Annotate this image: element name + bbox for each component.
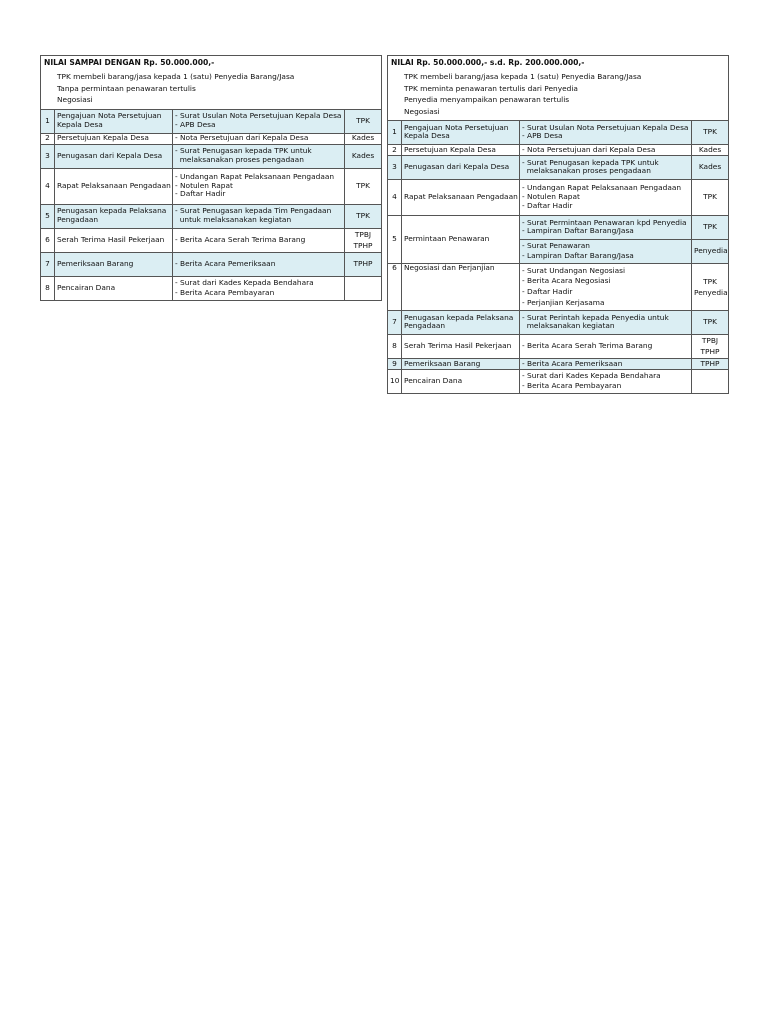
intro-line: TPK meminta penawaran tertulis dari Penyedia (404, 83, 578, 93)
document-item: - Berita Acara Serah Terima Barang (175, 234, 306, 244)
document-item: - Surat Penawaran (522, 241, 590, 251)
responsible-party: TPK (345, 204, 382, 228)
step-name: Pencairan Dana (55, 276, 173, 300)
table-row (41, 144, 382, 168)
step-name: Serah Terima Hasil Pekerjaan (402, 334, 520, 358)
responsible-party (345, 276, 382, 300)
responsible-party: TPHP (345, 252, 382, 276)
procurement-table-left (40, 55, 382, 301)
responsible-party: TPK Penyedia (692, 263, 729, 310)
step-number: 2 (388, 144, 402, 155)
document-item: - Berita Acara Pembayaran (175, 288, 275, 298)
documents-cell (520, 369, 692, 393)
intro-line: TPK membeli barang/jasa kepada 1 (satu) Penyedia Barang/Jasa (404, 72, 642, 82)
documents-cell (520, 120, 692, 144)
responsible-party: Kades (692, 144, 729, 155)
step-name: Pemeriksaan Barang (55, 252, 173, 276)
step-name: Pemeriksaan Barang (402, 358, 520, 369)
documents-cell (173, 168, 345, 204)
document-item: - Berita Acara Pemeriksaan (522, 358, 623, 368)
document-item: - Berita Acara Pemeriksaan (175, 258, 276, 268)
step-name: Serah Terima Hasil Pekerjaan (55, 228, 173, 252)
step-number: 4 (388, 179, 402, 215)
documents-cell (520, 215, 692, 239)
responsible-party (692, 369, 729, 393)
documents-cell (520, 334, 692, 358)
responsible-party: TPK (692, 310, 729, 334)
step-number: 3 (388, 155, 402, 179)
step-number: 6 (41, 228, 55, 252)
document-item: - Berita Acara Pembayaran (522, 381, 622, 391)
table-row (388, 263, 729, 310)
document-item: untuk melaksanakan kegiatan (175, 215, 292, 225)
step-number: 10 (388, 369, 402, 393)
document-item: - Surat Penugasan kepada TPK untuk (175, 146, 312, 156)
document-item: - Surat Perintah kepada Penyedia untuk (522, 312, 669, 322)
document-item: melaksanakan kegiatan (522, 321, 615, 331)
document-item: melaksanakan proses pengadaan (175, 155, 304, 165)
table-row (41, 252, 382, 276)
responsible-party: TPBJ TPHP (692, 334, 729, 358)
table-row (388, 334, 729, 358)
table-row (388, 215, 729, 239)
document-item: - Surat Usulan Nota Persetujuan Kepala Desa (175, 111, 342, 121)
step-number: 5 (41, 204, 55, 228)
responsible-party: TPK (692, 179, 729, 215)
documents-cell (520, 144, 692, 155)
table-row (388, 144, 729, 155)
document-item: - Berita Acara Negosiasi (522, 276, 611, 286)
document-item: - Daftar Hadir (522, 286, 573, 296)
document-item: - Surat Usulan Nota Persetujuan Kepala Desa (522, 122, 689, 132)
step-number: 1 (388, 120, 402, 144)
documents-cell (520, 358, 692, 369)
document-item: - Surat dari Kades Kepada Bendahara (175, 277, 314, 287)
step-number: 5 (388, 215, 402, 263)
intro-line: Penyedia menyampaikan penawaran tertulis (404, 95, 570, 105)
document-item: - Surat Permintaan Penawaran kpd Penyedia (522, 217, 687, 227)
document-item: - Daftar Hadir (175, 189, 226, 199)
document-item: - APB Desa (522, 131, 563, 141)
responsible-party: TPK (692, 120, 729, 144)
table-row (41, 133, 382, 144)
step-name: Rapat Pelaksanaan Pengadaan (402, 179, 520, 215)
table-row (388, 310, 729, 334)
table-header (41, 56, 382, 110)
table-header (388, 56, 729, 121)
document-item: - Notulen Rapat (522, 192, 580, 202)
document-item: - Daftar Hadir (522, 200, 573, 210)
responsible-party: Penyedia (692, 239, 729, 263)
intro-line: Tanpa permintaan penawaran tertulis (57, 83, 196, 93)
table-row (388, 179, 729, 215)
document-item: - Nota Persetujuan dari Kepala Desa (175, 133, 309, 143)
intro-line: Negosiasi (57, 95, 93, 105)
documents-cell (173, 133, 345, 144)
responsible-party: TPK (345, 109, 382, 133)
documents-cell (520, 239, 692, 263)
step-name: Pengajuan Nota Persetujuan Kepala Desa (402, 120, 520, 144)
step-number: 8 (388, 334, 402, 358)
step-name: Negosiasi dan Perjanjian (402, 263, 520, 310)
step-number: 8 (41, 276, 55, 300)
document-item: - Nota Persetujuan dari Kepala Desa (522, 144, 656, 154)
step-name: Pencairan Dana (402, 369, 520, 393)
table-row (41, 228, 382, 252)
step-name: Penugasan dari Kepala Desa (402, 155, 520, 179)
responsible-party: TPK (692, 215, 729, 239)
document-item: - Lampiran Daftar Barang/Jasa (522, 226, 634, 236)
document-item: - Berita Acara Serah Terima Barang (522, 341, 653, 351)
table-row (388, 358, 729, 369)
document-item: - APB Desa (175, 120, 216, 130)
document-item: - Surat Undangan Negosiasi (522, 265, 626, 275)
step-name: Persetujuan Kepala Desa (402, 144, 520, 155)
table-row (41, 109, 382, 133)
step-number: 7 (388, 310, 402, 334)
documents-cell (520, 155, 692, 179)
responsible-party: TPBJ TPHP (345, 228, 382, 252)
responsible-party: TPK (345, 168, 382, 204)
step-number: 2 (41, 133, 55, 144)
document-item: - Undangan Rapat Pelaksanaan Pengadaan (522, 183, 682, 193)
document-item: - Surat Penugasan kepada Tim Pengadaan (175, 206, 332, 216)
documents-cell (520, 179, 692, 215)
step-name: Permintaan Penawaran (402, 215, 520, 263)
step-name: Persetujuan Kepala Desa (55, 133, 173, 144)
step-name: Penugasan kepada Pelaksana Pengadaan (402, 310, 520, 334)
table-row (388, 155, 729, 179)
document-item: - Surat Penugasan kepada TPK untuk (522, 157, 659, 167)
step-number: 7 (41, 252, 55, 276)
responsible-party: TPHP (692, 358, 729, 369)
documents-cell (173, 276, 345, 300)
documents-cell (173, 144, 345, 168)
documents-cell (173, 252, 345, 276)
step-name: Penugasan dari Kepala Desa (55, 144, 173, 168)
table-row (41, 276, 382, 300)
responsible-party: Kades (345, 133, 382, 144)
step-number: 1 (41, 109, 55, 133)
documents-cell (173, 109, 345, 133)
documents-cell (520, 263, 692, 310)
table-row (388, 120, 729, 144)
step-number: 9 (388, 358, 402, 369)
step-name: Rapat Pelaksanaan Pengadaan (55, 168, 173, 204)
document-item: - Undangan Rapat Pelaksanaan Pengadaan (175, 171, 335, 181)
document-item: - Lampiran Daftar Barang/Jasa (522, 251, 634, 261)
table-title: NILAI SAMPAI DENGAN Rp. 50.000.000,- (44, 58, 215, 67)
documents-cell (520, 310, 692, 334)
step-number: 3 (41, 144, 55, 168)
responsible-party: Kades (692, 155, 729, 179)
documents-cell (173, 228, 345, 252)
step-number: 4 (41, 168, 55, 204)
documents-cell (173, 204, 345, 228)
intro-line: TPK membeli barang/jasa kepada 1 (satu) Penyedia Barang/Jasa (57, 72, 295, 82)
document-item: - Surat dari Kades Kepada Bendahara (522, 371, 661, 381)
table-title: NILAI Rp. 50.000.000,- s.d. Rp. 200.000.000,- (391, 58, 585, 67)
responsible-party: Kades (345, 144, 382, 168)
procurement-table-right (387, 55, 729, 394)
step-number: 6 (388, 263, 402, 310)
table-row (41, 168, 382, 204)
step-name: Pengajuan Nota Persetujuan Kepala Desa (55, 109, 173, 133)
document-item: melaksanakan proses pengadaan (522, 166, 651, 176)
step-name: Penugasan kepada Pelaksana Pengadaan (55, 204, 173, 228)
intro-line: Negosiasi (404, 106, 440, 116)
table-row (388, 369, 729, 393)
document-item: - Perjanjian Kerjasama (522, 297, 605, 307)
document-item: - Notulen Rapat (175, 180, 233, 190)
table-row (41, 204, 382, 228)
